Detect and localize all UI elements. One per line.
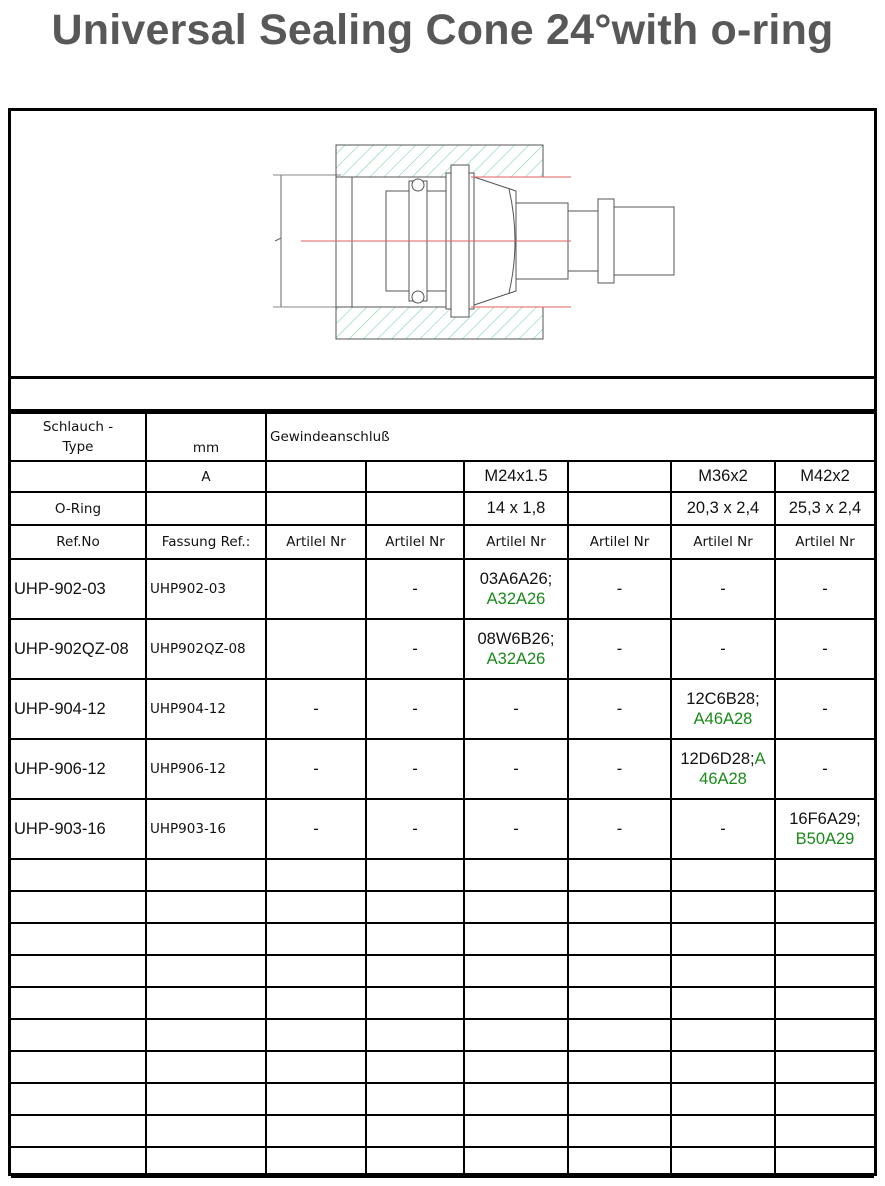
empty-cell bbox=[11, 1115, 146, 1147]
artikel-cell: - bbox=[366, 799, 464, 859]
artikel-cell: - bbox=[775, 739, 874, 799]
artikel-cell: - bbox=[266, 739, 366, 799]
empty-cell bbox=[464, 923, 568, 955]
empty-cell bbox=[11, 987, 146, 1019]
artikel-cell: - bbox=[266, 679, 366, 739]
artikel-cell: - bbox=[366, 679, 464, 739]
empty-cell bbox=[366, 1147, 464, 1177]
sealing-cone-drawing bbox=[11, 111, 874, 377]
empty-cell bbox=[775, 859, 874, 891]
artikel-label: Artilel Nr bbox=[464, 525, 568, 559]
thread-cell bbox=[266, 461, 366, 492]
empty-cell bbox=[146, 859, 266, 891]
oring-label: O-Ring bbox=[11, 492, 146, 525]
empty-cell bbox=[775, 987, 874, 1019]
empty-cell bbox=[11, 1083, 146, 1115]
empty-cell bbox=[775, 1051, 874, 1083]
fassung-cell: UHP902QZ-08 bbox=[146, 619, 266, 679]
empty-cell bbox=[568, 987, 671, 1019]
artikel-cell: - bbox=[671, 559, 775, 619]
empty-cell bbox=[464, 1019, 568, 1051]
empty-cell bbox=[146, 1019, 266, 1051]
empty-cell bbox=[775, 1115, 874, 1147]
ref-no-cell: UHP-903-16 bbox=[11, 799, 146, 859]
thread-label: Gewindeanschluß bbox=[266, 413, 874, 461]
empty-cell bbox=[671, 859, 775, 891]
empty-cell bbox=[266, 955, 366, 987]
artikel-cell: - bbox=[568, 739, 671, 799]
empty-cell bbox=[146, 987, 266, 1019]
fassung-cell: UHP906-12 bbox=[146, 739, 266, 799]
spec-sheet bbox=[8, 108, 877, 1176]
empty-cell bbox=[568, 891, 671, 923]
fassung-label: Fassung Ref.: bbox=[146, 525, 266, 559]
oring-cell bbox=[266, 492, 366, 525]
empty-cell bbox=[146, 1115, 266, 1147]
artikel-cell: - bbox=[775, 559, 874, 619]
oring-cell: 14 x 1,8 bbox=[464, 492, 568, 525]
empty-cell bbox=[775, 1083, 874, 1115]
empty-cell bbox=[366, 1083, 464, 1115]
empty-cell bbox=[11, 1051, 146, 1083]
empty-cell bbox=[11, 955, 146, 987]
artikel-cell: - bbox=[568, 559, 671, 619]
empty-cell bbox=[568, 1147, 671, 1177]
empty-row bbox=[11, 859, 874, 891]
empty-row bbox=[11, 1115, 874, 1147]
empty-cell bbox=[464, 1115, 568, 1147]
empty-cell bbox=[464, 987, 568, 1019]
empty-cell bbox=[366, 955, 464, 987]
thread-cell: M36x2 bbox=[671, 461, 775, 492]
empty-cell bbox=[266, 923, 366, 955]
artikel-cell bbox=[266, 559, 366, 619]
empty-row bbox=[11, 955, 874, 987]
a-label: A bbox=[146, 461, 266, 492]
thread-cell bbox=[568, 461, 671, 492]
technical-drawing bbox=[11, 111, 874, 379]
artikel-label: Artilel Nr bbox=[568, 525, 671, 559]
empty-rows bbox=[11, 859, 874, 1177]
empty-cell bbox=[775, 955, 874, 987]
empty-cell bbox=[11, 891, 146, 923]
header-row-oring bbox=[11, 492, 874, 525]
empty-cell bbox=[146, 891, 266, 923]
artikel-label: Artilel Nr bbox=[366, 525, 464, 559]
empty-cell bbox=[671, 1147, 775, 1177]
empty-row bbox=[11, 1051, 874, 1083]
empty-cell bbox=[568, 1115, 671, 1147]
artikel-cell: 12D6D28;A 46A28 bbox=[671, 739, 775, 799]
header-row-threads bbox=[11, 461, 874, 492]
empty-cell bbox=[146, 1147, 266, 1177]
artikel-cell: - bbox=[671, 799, 775, 859]
artikel-cell: - bbox=[464, 739, 568, 799]
empty-cell bbox=[366, 891, 464, 923]
empty-cell bbox=[671, 1051, 775, 1083]
empty-cell bbox=[464, 955, 568, 987]
artikel-cell: - bbox=[366, 619, 464, 679]
ref-no-cell: UHP-904-12 bbox=[11, 679, 146, 739]
empty-cell bbox=[568, 1083, 671, 1115]
artikel-cell: - bbox=[464, 679, 568, 739]
empty-cell bbox=[11, 1019, 146, 1051]
artikel-cell: - bbox=[568, 619, 671, 679]
fitting-table bbox=[11, 412, 874, 1178]
header-row-1 bbox=[11, 413, 874, 461]
empty-cell bbox=[146, 1083, 266, 1115]
artikel-cell: - bbox=[568, 799, 671, 859]
ref-no-cell: UHP-902QZ-08 bbox=[11, 619, 146, 679]
empty-cell bbox=[11, 923, 146, 955]
header-row-labels bbox=[11, 525, 874, 559]
empty-cell bbox=[266, 1051, 366, 1083]
empty-cell bbox=[568, 1051, 671, 1083]
oring-cell: 20,3 x 2,4 bbox=[671, 492, 775, 525]
table-row bbox=[11, 679, 874, 739]
empty-cell bbox=[366, 1115, 464, 1147]
artikel-cell: - bbox=[464, 799, 568, 859]
empty-cell bbox=[671, 1019, 775, 1051]
empty-row bbox=[11, 891, 874, 923]
artikel-cell: 16F6A29; B50A29 bbox=[775, 799, 874, 859]
empty-cell bbox=[366, 1051, 464, 1083]
empty-cell bbox=[568, 859, 671, 891]
empty-cell bbox=[146, 1051, 266, 1083]
empty-cell bbox=[366, 1019, 464, 1051]
ref-no-cell: UHP-902-03 bbox=[11, 559, 146, 619]
artikel-cell: - bbox=[366, 559, 464, 619]
artikel-cell bbox=[266, 619, 366, 679]
thread-cell: M24x1.5 bbox=[464, 461, 568, 492]
fassung-cell: UHP903-16 bbox=[146, 799, 266, 859]
table-row bbox=[11, 559, 874, 619]
empty-cell bbox=[775, 1019, 874, 1051]
oring-cell bbox=[366, 492, 464, 525]
thread-cell bbox=[366, 461, 464, 492]
empty-cell bbox=[671, 1083, 775, 1115]
empty-cell bbox=[464, 891, 568, 923]
artikel-cell: - bbox=[775, 679, 874, 739]
hose-type-label: Schlauch - Type bbox=[11, 413, 146, 461]
artikel-cell: - bbox=[671, 619, 775, 679]
empty-cell bbox=[11, 1147, 146, 1177]
empty-row bbox=[11, 1083, 874, 1115]
artikel-cell: - bbox=[775, 619, 874, 679]
empty-cell bbox=[775, 891, 874, 923]
artikel-cell: 12C6B28; A46A28 bbox=[671, 679, 775, 739]
artikel-cell: - bbox=[366, 739, 464, 799]
empty-cell bbox=[266, 1115, 366, 1147]
empty-cell bbox=[568, 955, 671, 987]
empty-cell bbox=[568, 923, 671, 955]
table-row bbox=[11, 739, 874, 799]
artikel-label: Artilel Nr bbox=[671, 525, 775, 559]
artikel-cell: - bbox=[568, 679, 671, 739]
table-row bbox=[11, 619, 874, 679]
table-row bbox=[11, 799, 874, 859]
empty-row bbox=[11, 987, 874, 1019]
thread-cell: M42x2 bbox=[775, 461, 874, 492]
empty-cell bbox=[464, 1083, 568, 1115]
empty-cell bbox=[266, 987, 366, 1019]
empty-row bbox=[11, 1019, 874, 1051]
empty-cell bbox=[671, 955, 775, 987]
empty-cell bbox=[671, 987, 775, 1019]
empty-cell bbox=[671, 891, 775, 923]
artikel-label: Artilel Nr bbox=[266, 525, 366, 559]
empty-cell bbox=[671, 1115, 775, 1147]
empty-row bbox=[11, 1147, 874, 1177]
empty-cell bbox=[266, 1019, 366, 1051]
oring-cell: 25,3 x 2,4 bbox=[775, 492, 874, 525]
mm-label: mm bbox=[146, 413, 266, 461]
empty-cell bbox=[671, 923, 775, 955]
empty-cell bbox=[775, 923, 874, 955]
empty-cell bbox=[568, 1019, 671, 1051]
empty-cell bbox=[464, 859, 568, 891]
empty-cell bbox=[266, 859, 366, 891]
ref-no-cell: UHP-906-12 bbox=[11, 739, 146, 799]
empty-cell bbox=[464, 1051, 568, 1083]
empty-row bbox=[11, 923, 874, 955]
artikel-label: Artilel Nr bbox=[775, 525, 874, 559]
artikel-cell: 03A6A26; A32A26 bbox=[464, 559, 568, 619]
page-title: Universal Sealing Cone 24°with o-ring bbox=[51, 6, 834, 54]
refno-label: Ref.No bbox=[11, 525, 146, 559]
empty-cell bbox=[266, 1147, 366, 1177]
fassung-cell: UHP904-12 bbox=[146, 679, 266, 739]
empty-cell bbox=[146, 955, 266, 987]
empty-cell bbox=[266, 1083, 366, 1115]
artikel-cell: - bbox=[266, 799, 366, 859]
empty-cell bbox=[146, 923, 266, 955]
empty-cell bbox=[11, 859, 146, 891]
artikel-cell: 08W6B26; A32A26 bbox=[464, 619, 568, 679]
data-rows bbox=[11, 559, 874, 859]
fassung-cell: UHP902-03 bbox=[146, 559, 266, 619]
empty-cell bbox=[366, 859, 464, 891]
empty-cell bbox=[366, 987, 464, 1019]
empty-cell bbox=[366, 923, 464, 955]
empty-cell bbox=[775, 1147, 874, 1177]
blank-band bbox=[11, 379, 874, 412]
oring-cell bbox=[568, 492, 671, 525]
empty-cell bbox=[266, 891, 366, 923]
empty-cell bbox=[464, 1147, 568, 1177]
